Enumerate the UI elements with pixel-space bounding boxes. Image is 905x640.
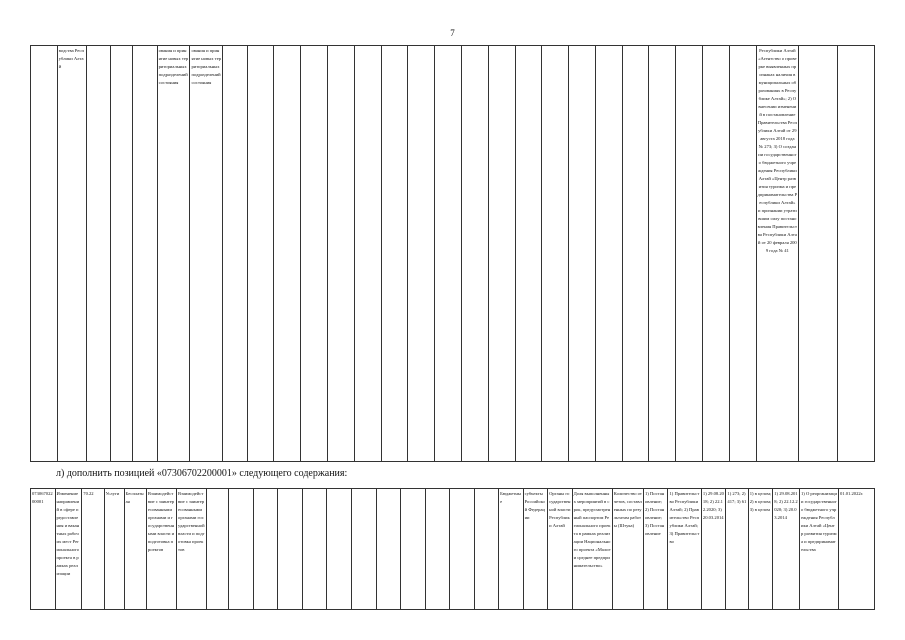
table-cell: Бесплатная — [124, 489, 146, 610]
table-cell — [488, 46, 515, 462]
table-cell: ования и принятие новых территориальных подразделений состояния — [157, 46, 190, 462]
table-cell — [302, 489, 327, 610]
table-cell — [408, 46, 435, 462]
table-cell — [474, 489, 499, 610]
table-cell — [622, 46, 649, 462]
table-cell — [649, 46, 676, 462]
table-cell — [229, 489, 254, 610]
table-cell-registry-number: 07306702200001 — [31, 489, 56, 610]
table-cell — [425, 489, 450, 610]
table-cell — [351, 489, 376, 610]
table-cell — [799, 46, 838, 462]
table-cell — [328, 46, 355, 462]
table-cell: Услуги — [104, 489, 124, 610]
table-cell — [223, 46, 247, 462]
table-cell: Взаимодействие с заинтересованными органами государственной власти и подготовка проектов — [177, 489, 207, 610]
table-cell — [702, 46, 729, 462]
table-cell: 1) Правительство Республики Алтай; 2) Правительство Республики Алтай; 3) Правительство — [668, 489, 701, 610]
table-cell — [542, 46, 569, 462]
table-cell — [354, 46, 381, 462]
table-cell — [253, 489, 278, 610]
table-cell — [595, 46, 622, 462]
table-cell — [207, 489, 229, 610]
table-cell: водства Республики Алтай — [57, 46, 86, 462]
table-cell: Доля выполненных мероприятий в срок, предусмотренный паспортом Регионального проекта в рамках реализации Национального проекта «Малое и среднее предпринимательство» — [572, 489, 612, 610]
table-cell: Взаимодействие с заинтересованными органами и государственными власти и подготовка проектов — [146, 489, 176, 610]
table-cell: ования и принятие новых территориальных подразделений состояния — [190, 46, 223, 462]
table-cell: Изменение направлений в сфере предоставления и вакантных рабочих мест Регионального проекта в рамках реализации — [55, 489, 82, 610]
table-cell: 1) 273; 2) 417; 3) 61 — [726, 489, 748, 610]
table-cell: 70.22 — [82, 489, 104, 610]
table-cell — [569, 46, 596, 462]
table-cell: 1) Постановление; 2) Постановление; 3) Постановление — [643, 489, 668, 610]
table-cell: 01.01.2022г. — [839, 489, 875, 610]
table-cell: 1) 29.08.2018; 2) 22.12.2020; 3) 20.03.2014 — [773, 489, 800, 610]
table-cell: 1) в целом; 2) в целом; 3) в целом — [748, 489, 773, 610]
table-cell — [676, 46, 703, 462]
registry-table-new-position — [30, 488, 875, 610]
table-cell — [450, 489, 475, 610]
table-cell — [461, 46, 488, 462]
table-cell — [301, 46, 328, 462]
table-cell — [327, 489, 352, 610]
table-cell: Количество отчетов, составленных по результатам работы (Штука) — [612, 489, 643, 610]
table-cell — [274, 46, 301, 462]
table-cell — [247, 46, 274, 462]
table-cell — [401, 489, 426, 610]
table-cell — [435, 46, 462, 462]
table-cell — [31, 46, 58, 462]
table-cell — [111, 46, 133, 462]
page-number: 7 — [450, 28, 455, 38]
table-cell: 1) 29.08.2018; 2) 22.12.2020; 3) 20.03.2014 — [701, 489, 726, 610]
table-cell: Органы государственной власти Республики Алтай — [548, 489, 573, 610]
table-cell: Бюджетные — [499, 489, 524, 610]
table-cell — [278, 489, 303, 610]
table-cell — [729, 46, 756, 462]
table-cell: субъекты Российской Федерации — [523, 489, 548, 610]
table-cell: Республики Алтай «Агентство о проверке выявленных признаках наличия в муниципальных образованиях в Республике Алтай»; 2) О внесении изменений в постановление Правительства Республики Алтай от 29 августа 2018 года № 273; 3) О создании государственного бюджетного учреждения Республики Алтай «Центр развития туризма и предпринимательства Республики Алтай» и признании утратившим силу постановления Правительства Республики Алтай от 20 февраля 2009 года № 41 — [756, 46, 799, 462]
table-cell: 1) О реорганизации государственного бюджетного учреждения Республики Алтай «Центр развития туризма и предпринимательства — [799, 489, 838, 610]
table-cell — [381, 46, 408, 462]
registry-table-continued — [30, 45, 875, 462]
table-cell — [838, 46, 875, 462]
table-cell — [133, 46, 157, 462]
table-cell — [515, 46, 542, 462]
table-cell — [376, 489, 401, 610]
table-cell — [87, 46, 111, 462]
section-caption: л) дополнить позицией «07306702200001» следующего содержания: — [56, 468, 348, 479]
